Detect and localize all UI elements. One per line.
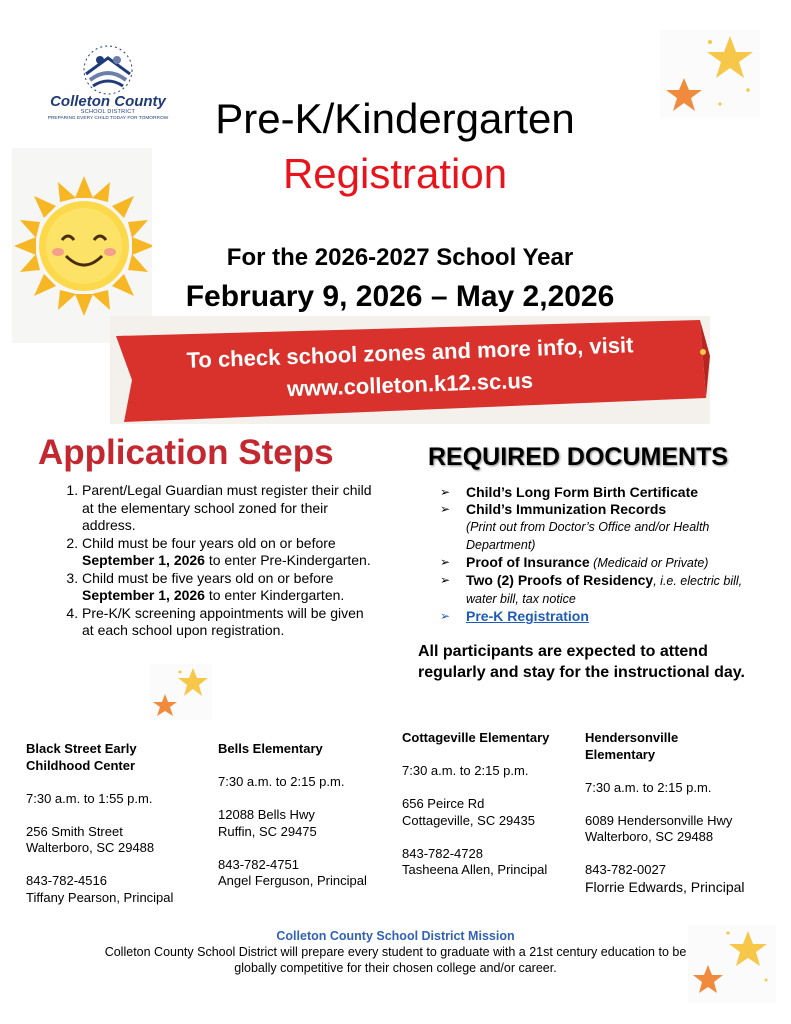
school-street: 12088 Bells Hwy [218,807,315,822]
application-steps-heading: Application Steps [38,433,334,472]
required-documents-heading: REQUIRED DOCUMENTS [428,443,729,471]
step-item: 2. Child must be four years old on or before September 1, 2026 to enter Pre-Kindergarten. [82,535,378,570]
stars-decoration-middle [150,664,212,720]
arrow-bullet-icon: ➢ [440,573,451,587]
mission-statement: Colleton County School District will prepare every student to graduate with a 21st century education to be globally competitive for their chosen college and/or career. [104,945,687,975]
arrow-bullet-icon: ➢ [440,555,451,569]
school-hours: 7:30 a.m. to 1:55 p.m. [26,790,153,806]
school-hours: 7:30 a.m. to 2:15 p.m. [218,774,345,789]
school-principal: Tasheena Allen, Principal [402,862,548,877]
application-steps-list [56,482,378,640]
school-name: Bells Elementary [218,741,323,756]
school-name: Hendersonville Elementary [585,730,679,762]
registration-dates: February 9, 2026 – May 2,2026 [185,280,615,313]
documents-list [440,484,770,625]
step-item: 1. Parent/Legal Guardian must register their child at the elementary school zoned for their address. [82,482,378,535]
logo-name: Colleton County [50,93,166,110]
school-name: Black Street Early Childhood Center [26,741,137,773]
stars-decoration-top [660,30,760,118]
step-item: 4. Pre-K/K screening appointments will be given at each school upon registration. [82,605,378,640]
banner-url[interactable]: www.colleton.k12.sc.us [286,367,534,402]
school-block [218,741,393,890]
document-item: ➢ Child’s Immunization Records (Print out from Doctor’s Office and/or Health Department) [440,501,710,552]
document-item[interactable] [440,608,770,625]
document-item: ➢ Proof of Insurance (Medicaid or Private) [440,554,709,570]
school-name: Cottageville Elementary [402,730,550,745]
school-phone: 843-782-4516 [26,873,107,888]
school-city: Cottageville, SC 29435 [402,812,535,828]
document-item: ➢ Two (2) Proofs of Residency, i.e. electric bill, water bill, tax notice [440,572,743,606]
logo-subtitle: SCHOOL DISTRICT [80,109,136,115]
school-city: Walterboro, SC 29488 [585,829,714,844]
school-principal: Florrie Edwards, Principal [585,878,745,895]
title-line-1: Pre-K/Kindergarten [215,95,575,142]
banner-line-1: To check school zones and more info, visit [186,332,634,373]
document-item: ➢ Child’s Long Form Birth Certificate [440,484,699,500]
school-year: For the 2026-2027 School Year [226,244,574,271]
pre-k-registration-link[interactable]: Pre-K Registration [466,608,589,624]
logo-tagline: PREPARING EVERY CHILD TODAY FOR TOMORROW [47,116,169,121]
arrow-bullet-icon: ➢ [440,609,451,623]
school-hours: 7:30 a.m. to 2:15 p.m. [585,779,712,795]
school-phone: 843-782-0027 [585,862,666,877]
step-item: 3. Child must be five years old on or before September 1, 2026 to enter Kindergarten. [82,570,378,605]
participants-notice: All participants are expected to attend regularly and stay for the instructional day. [418,643,745,681]
school-block [26,741,201,906]
school-phone: 843-782-4751 [218,856,299,872]
mission-heading: Colleton County School District Mission [276,929,515,943]
school-street: 656 Peirce Rd [402,796,485,811]
school-block [585,730,765,895]
school-city: Walterboro, SC 29488 [26,840,155,855]
stars-decoration-bottom [688,925,776,1003]
school-street: 6089 Hendersonville Hwy [585,812,733,828]
arrow-bullet-icon: ➢ [440,485,451,499]
school-city: Ruffin, SC 29475 [218,823,317,839]
title-line-2: Registration [282,150,508,197]
arrow-bullet-icon: ➢ [440,502,451,516]
school-hours: 7:30 a.m. to 2:15 p.m. [402,763,529,778]
school-phone: 843-782-4728 [402,845,483,861]
school-street: 256 Smith Street [26,823,123,839]
school-block [402,730,577,879]
school-principal: Tiffany Pearson, Principal [26,889,174,905]
school-principal: Angel Ferguson, Principal [218,873,367,888]
